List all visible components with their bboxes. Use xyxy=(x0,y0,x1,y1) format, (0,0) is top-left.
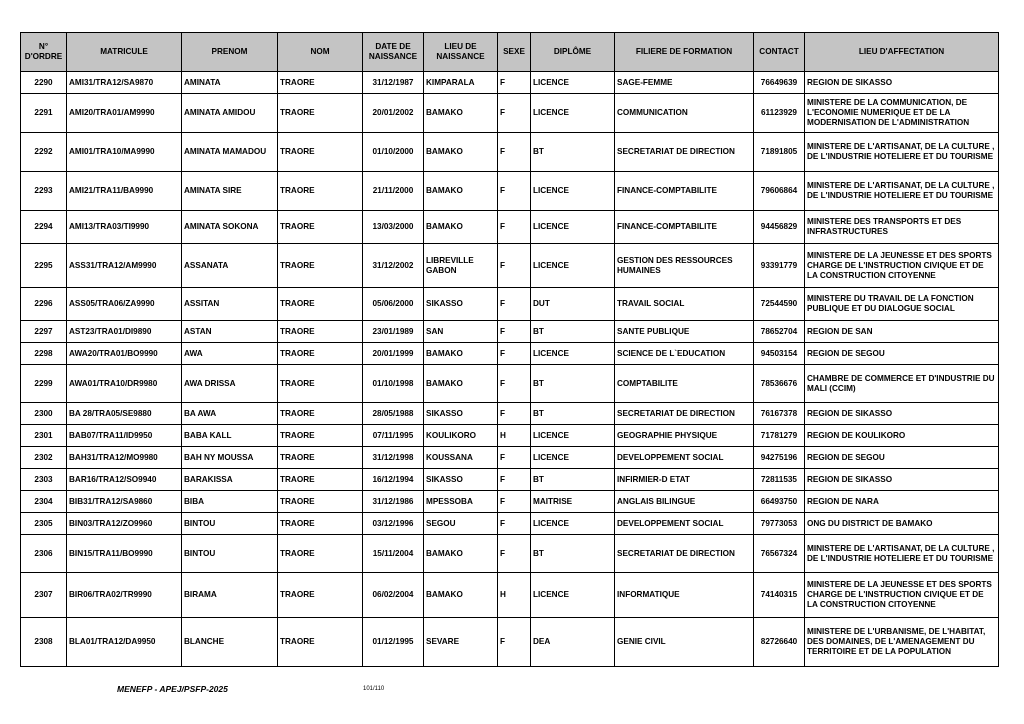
cell-affectation: MINISTERE DE L'ARTISANAT, DE LA CULTURE , DE L'INDUSTRIE HOTELIERE ET DU TOURISME xyxy=(805,535,999,573)
cell-sexe: H xyxy=(498,573,531,618)
cell-contact: 82726640 xyxy=(754,618,805,667)
cell-nom: TRAORE xyxy=(278,72,363,94)
table-row xyxy=(21,618,999,667)
cell-diplome: BT xyxy=(531,365,615,403)
cell-affectation: MINISTERE DE L'ARTISANAT, DE LA CULTURE , DE L'INDUSTRIE HOTELIERE ET DU TOURISME xyxy=(805,172,999,211)
cell-sexe: H xyxy=(498,425,531,447)
cell-matricule: ASS05/TRA06/ZA9990 xyxy=(67,288,182,321)
cell-contact: 93391779 xyxy=(754,244,805,288)
table-row xyxy=(21,72,999,94)
cell-sexe: F xyxy=(498,491,531,513)
cell-ordre: 2299 xyxy=(21,365,67,403)
cell-filiere: COMPTABILITE xyxy=(615,365,754,403)
cell-filiere: COMMUNICATION xyxy=(615,94,754,133)
cell-filiere: INFIRMIER-D ETAT xyxy=(615,469,754,491)
cell-date-naissance: 31/12/1987 xyxy=(363,72,424,94)
cell-lieu-naissance: KOUSSANA xyxy=(424,447,498,469)
cell-diplome: BT xyxy=(531,403,615,425)
cell-date-naissance: 31/12/2002 xyxy=(363,244,424,288)
col-header-prenom: PRENOM xyxy=(182,33,278,72)
cell-matricule: AWA20/TRA01/BO9990 xyxy=(67,343,182,365)
col-header-sexe: SEXE xyxy=(498,33,531,72)
cell-affectation: REGION DE SEGOU xyxy=(805,447,999,469)
cell-lieu-naissance: SAN xyxy=(424,321,498,343)
cell-contact: 76567324 xyxy=(754,535,805,573)
cell-lieu-naissance: LIBREVILLE GABON xyxy=(424,244,498,288)
table-row xyxy=(21,447,999,469)
cell-diplome: LICENCE xyxy=(531,172,615,211)
cell-date-naissance: 21/11/2000 xyxy=(363,172,424,211)
cell-lieu-naissance: BAMAKO xyxy=(424,535,498,573)
cell-sexe: F xyxy=(498,94,531,133)
cell-sexe: F xyxy=(498,72,531,94)
cell-lieu-naissance: BAMAKO xyxy=(424,365,498,403)
cell-date-naissance: 01/12/1995 xyxy=(363,618,424,667)
cell-diplome: BT xyxy=(531,469,615,491)
cell-matricule: AMI01/TRA10/MA9990 xyxy=(67,133,182,172)
cell-lieu-naissance: SIKASSO xyxy=(424,288,498,321)
cell-matricule: BIR06/TRA02/TR9990 xyxy=(67,573,182,618)
cell-ordre: 2296 xyxy=(21,288,67,321)
cell-affectation: REGION DE SEGOU xyxy=(805,343,999,365)
cell-prenom: BLANCHE xyxy=(182,618,278,667)
cell-matricule: AST23/TRA01/DI9890 xyxy=(67,321,182,343)
cell-sexe: F xyxy=(498,513,531,535)
cell-lieu-naissance: KIMPARALA xyxy=(424,72,498,94)
table-row xyxy=(21,343,999,365)
cell-prenom: AWA xyxy=(182,343,278,365)
cell-lieu-naissance: SEGOU xyxy=(424,513,498,535)
cell-diplome: LICENCE xyxy=(531,72,615,94)
cell-date-naissance: 16/12/1994 xyxy=(363,469,424,491)
cell-sexe: F xyxy=(498,365,531,403)
cell-ordre: 2298 xyxy=(21,343,67,365)
cell-filiere: GENIE CIVIL xyxy=(615,618,754,667)
cell-affectation: MINISTERE DU TRAVAIL DE LA FONCTION PUBLIQUE ET DU DIALOGUE SOCIAL xyxy=(805,288,999,321)
cell-affectation: CHAMBRE DE COMMERCE ET D'INDUSTRIE DU MALI (CCIM) xyxy=(805,365,999,403)
cell-contact: 61123929 xyxy=(754,94,805,133)
cell-nom: TRAORE xyxy=(278,211,363,244)
cell-affectation: REGION DE SIKASSO xyxy=(805,72,999,94)
cell-filiere: GESTION DES RESSOURCES HUMAINES xyxy=(615,244,754,288)
cell-date-naissance: 31/12/1986 xyxy=(363,491,424,513)
cell-diplome: LICENCE xyxy=(531,573,615,618)
cell-date-naissance: 06/02/2004 xyxy=(363,573,424,618)
cell-contact: 72811535 xyxy=(754,469,805,491)
cell-prenom: BAH NY MOUSSA xyxy=(182,447,278,469)
footer-reference: MENEFP - APEJ/PSFP-2025 xyxy=(117,684,228,694)
cell-contact: 94456829 xyxy=(754,211,805,244)
col-header-lieu-naissance: LIEU DE NAISSANCE xyxy=(424,33,498,72)
cell-ordre: 2303 xyxy=(21,469,67,491)
cell-ordre: 2292 xyxy=(21,133,67,172)
cell-filiere: SAGE-FEMME xyxy=(615,72,754,94)
cell-ordre: 2304 xyxy=(21,491,67,513)
cell-filiere: DEVELOPPEMENT SOCIAL xyxy=(615,513,754,535)
cell-date-naissance: 01/10/1998 xyxy=(363,365,424,403)
cell-prenom: BIBA xyxy=(182,491,278,513)
cell-date-naissance: 31/12/1998 xyxy=(363,447,424,469)
cell-date-naissance: 23/01/1989 xyxy=(363,321,424,343)
cell-affectation: MINISTERE DE LA JEUNESSE ET DES SPORTS CHARGE DE L'INSTRUCTION CIVIQUE ET DE LA CONSTRUCTION CITOYENNE xyxy=(805,244,999,288)
cell-prenom: BINTOU xyxy=(182,513,278,535)
table-row xyxy=(21,491,999,513)
cell-diplome: BT xyxy=(531,133,615,172)
cell-ordre: 2307 xyxy=(21,573,67,618)
table-row xyxy=(21,365,999,403)
cell-filiere: SECRETARIAT DE DIRECTION xyxy=(615,133,754,172)
cell-prenom: AMINATA SIRE xyxy=(182,172,278,211)
cell-sexe: F xyxy=(498,288,531,321)
cell-ordre: 2308 xyxy=(21,618,67,667)
table-row xyxy=(21,321,999,343)
table-row xyxy=(21,94,999,133)
cell-ordre: 2302 xyxy=(21,447,67,469)
cell-date-naissance: 20/01/1999 xyxy=(363,343,424,365)
cell-contact: 76649639 xyxy=(754,72,805,94)
cell-matricule: BAB07/TRA11/ID9950 xyxy=(67,425,182,447)
cell-lieu-naissance: BAMAKO xyxy=(424,172,498,211)
cell-nom: TRAORE xyxy=(278,288,363,321)
cell-affectation: REGION DE SAN xyxy=(805,321,999,343)
cell-ordre: 2297 xyxy=(21,321,67,343)
col-header-contact: CONTACT xyxy=(754,33,805,72)
cell-diplome: LICENCE xyxy=(531,211,615,244)
cell-date-naissance: 03/12/1996 xyxy=(363,513,424,535)
cell-affectation: MINISTERE DE LA COMMUNICATION, DE L'ECONOMIE NUMERIQUE ET DE LA MODERNISATION DE L'ADMINISTRATION xyxy=(805,94,999,133)
cell-sexe: F xyxy=(498,172,531,211)
table-body xyxy=(21,72,999,667)
cell-diplome: DUT xyxy=(531,288,615,321)
table-row xyxy=(21,513,999,535)
cell-ordre: 2306 xyxy=(21,535,67,573)
cell-diplome: LICENCE xyxy=(531,513,615,535)
cell-filiere: GEOGRAPHIE PHYSIQUE xyxy=(615,425,754,447)
cell-filiere: INFORMATIQUE xyxy=(615,573,754,618)
cell-prenom: ASSANATA xyxy=(182,244,278,288)
cell-affectation: REGION DE SIKASSO xyxy=(805,403,999,425)
cell-nom: TRAORE xyxy=(278,94,363,133)
cell-date-naissance: 28/05/1988 xyxy=(363,403,424,425)
cell-matricule: AMI21/TRA11/BA9990 xyxy=(67,172,182,211)
cell-contact: 72544590 xyxy=(754,288,805,321)
cell-lieu-naissance: SIKASSO xyxy=(424,403,498,425)
cell-contact: 71781279 xyxy=(754,425,805,447)
cell-nom: TRAORE xyxy=(278,491,363,513)
cell-nom: TRAORE xyxy=(278,573,363,618)
cell-prenom: BINTOU xyxy=(182,535,278,573)
col-header-affectation: LIEU D'AFFECTATION xyxy=(805,33,999,72)
cell-matricule: BA 28/TRA05/SE9880 xyxy=(67,403,182,425)
table-row xyxy=(21,469,999,491)
cell-contact: 94275196 xyxy=(754,447,805,469)
cell-date-naissance: 13/03/2000 xyxy=(363,211,424,244)
cell-ordre: 2295 xyxy=(21,244,67,288)
cell-sexe: F xyxy=(498,211,531,244)
cell-filiere: SECRETARIAT DE DIRECTION xyxy=(615,535,754,573)
cell-sexe: F xyxy=(498,343,531,365)
cell-affectation: MINISTERE DES TRANSPORTS ET DES INFRASTRUCTURES xyxy=(805,211,999,244)
col-header-diplome: DIPLÔME xyxy=(531,33,615,72)
col-header-date-naissance: DATE DE NAISSANCE xyxy=(363,33,424,72)
cell-nom: TRAORE xyxy=(278,535,363,573)
cell-affectation: REGION DE KOULIKORO xyxy=(805,425,999,447)
cell-sexe: F xyxy=(498,403,531,425)
cell-nom: TRAORE xyxy=(278,403,363,425)
cell-sexe: F xyxy=(498,244,531,288)
cell-prenom: BARAKISSA xyxy=(182,469,278,491)
cell-prenom: AMINATA xyxy=(182,72,278,94)
cell-sexe: F xyxy=(498,535,531,573)
cell-prenom: AWA DRISSA xyxy=(182,365,278,403)
table-row xyxy=(21,288,999,321)
cell-diplome: LICENCE xyxy=(531,244,615,288)
cell-matricule: BIB31/TRA12/SA9860 xyxy=(67,491,182,513)
cell-filiere: ANGLAIS BILINGUE xyxy=(615,491,754,513)
page-number: 101/110 xyxy=(363,686,385,692)
cell-nom: TRAORE xyxy=(278,425,363,447)
cell-matricule: BAH31/TRA12/MO9980 xyxy=(67,447,182,469)
cell-lieu-naissance: MPESSOBA xyxy=(424,491,498,513)
cell-nom: TRAORE xyxy=(278,618,363,667)
cell-diplome: DEA xyxy=(531,618,615,667)
cell-lieu-naissance: BAMAKO xyxy=(424,94,498,133)
table-row xyxy=(21,211,999,244)
cell-matricule: AWA01/TRA10/DR9980 xyxy=(67,365,182,403)
cell-lieu-naissance: KOULIKORO xyxy=(424,425,498,447)
cell-lieu-naissance: SEVARE xyxy=(424,618,498,667)
cell-diplome: LICENCE xyxy=(531,447,615,469)
cell-prenom: ASSITAN xyxy=(182,288,278,321)
cell-filiere: TRAVAIL SOCIAL xyxy=(615,288,754,321)
table-row xyxy=(21,403,999,425)
cell-sexe: F xyxy=(498,321,531,343)
cell-contact: 78536676 xyxy=(754,365,805,403)
cell-lieu-naissance: BAMAKO xyxy=(424,343,498,365)
table-row xyxy=(21,133,999,172)
cell-matricule: BLA01/TRA12/DA9950 xyxy=(67,618,182,667)
cell-filiere: FINANCE-COMPTABILITE xyxy=(615,211,754,244)
roster-table xyxy=(20,32,999,667)
cell-contact: 76167378 xyxy=(754,403,805,425)
cell-filiere: SANTE PUBLIQUE xyxy=(615,321,754,343)
cell-diplome: BT xyxy=(531,321,615,343)
cell-filiere: FINANCE-COMPTABILITE xyxy=(615,172,754,211)
cell-date-naissance: 15/11/2004 xyxy=(363,535,424,573)
cell-prenom: AMINATA MAMADOU xyxy=(182,133,278,172)
cell-ordre: 2294 xyxy=(21,211,67,244)
cell-affectation: REGION DE NARA xyxy=(805,491,999,513)
cell-diplome: LICENCE xyxy=(531,425,615,447)
cell-contact: 74140315 xyxy=(754,573,805,618)
cell-nom: TRAORE xyxy=(278,513,363,535)
col-header-ordre: N° D'ORDRE xyxy=(21,33,67,72)
cell-contact: 66493750 xyxy=(754,491,805,513)
cell-ordre: 2300 xyxy=(21,403,67,425)
table-row xyxy=(21,535,999,573)
cell-prenom: BIRAMA xyxy=(182,573,278,618)
cell-nom: TRAORE xyxy=(278,321,363,343)
cell-date-naissance: 07/11/1995 xyxy=(363,425,424,447)
cell-prenom: BA AWA xyxy=(182,403,278,425)
cell-ordre: 2293 xyxy=(21,172,67,211)
cell-ordre: 2291 xyxy=(21,94,67,133)
cell-matricule: AMI20/TRA01/AM9990 xyxy=(67,94,182,133)
cell-matricule: AMI13/TRA03/TI9990 xyxy=(67,211,182,244)
cell-contact: 94503154 xyxy=(754,343,805,365)
cell-nom: TRAORE xyxy=(278,447,363,469)
cell-matricule: BAR16/TRA12/SO9940 xyxy=(67,469,182,491)
cell-matricule: ASS31/TRA12/AM9990 xyxy=(67,244,182,288)
cell-contact: 71891805 xyxy=(754,133,805,172)
cell-ordre: 2301 xyxy=(21,425,67,447)
cell-filiere: SECRETARIAT DE DIRECTION xyxy=(615,403,754,425)
table-row xyxy=(21,244,999,288)
cell-prenom: BABA KALL xyxy=(182,425,278,447)
cell-lieu-naissance: BAMAKO xyxy=(424,211,498,244)
col-header-nom: NOM xyxy=(278,33,363,72)
cell-date-naissance: 05/06/2000 xyxy=(363,288,424,321)
cell-nom: TRAORE xyxy=(278,343,363,365)
cell-sexe: F xyxy=(498,469,531,491)
cell-prenom: AMINATA SOKONA xyxy=(182,211,278,244)
cell-prenom: ASTAN xyxy=(182,321,278,343)
cell-date-naissance: 20/01/2002 xyxy=(363,94,424,133)
cell-affectation: ONG DU DISTRICT DE BAMAKO xyxy=(805,513,999,535)
table-row xyxy=(21,573,999,618)
cell-filiere: SCIENCE DE L`EDUCATION xyxy=(615,343,754,365)
cell-sexe: F xyxy=(498,447,531,469)
cell-sexe: F xyxy=(498,618,531,667)
cell-affectation: MINISTERE DE L'ARTISANAT, DE LA CULTURE , DE L'INDUSTRIE HOTELIERE ET DU TOURISME xyxy=(805,133,999,172)
cell-nom: TRAORE xyxy=(278,133,363,172)
cell-nom: TRAORE xyxy=(278,172,363,211)
cell-contact: 78652704 xyxy=(754,321,805,343)
cell-prenom: AMINATA AMIDOU xyxy=(182,94,278,133)
cell-lieu-naissance: BAMAKO xyxy=(424,133,498,172)
cell-matricule: BIN03/TRA12/ZO9960 xyxy=(67,513,182,535)
cell-diplome: LICENCE xyxy=(531,343,615,365)
header-row xyxy=(21,33,999,72)
cell-contact: 79606864 xyxy=(754,172,805,211)
table-row xyxy=(21,172,999,211)
cell-contact: 79773053 xyxy=(754,513,805,535)
col-header-matricule: MATRICULE xyxy=(67,33,182,72)
table-row xyxy=(21,425,999,447)
cell-matricule: BIN15/TRA11/BO9990 xyxy=(67,535,182,573)
cell-lieu-naissance: SIKASSO xyxy=(424,469,498,491)
cell-ordre: 2290 xyxy=(21,72,67,94)
col-header-filiere: FILIERE DE FORMATION xyxy=(615,33,754,72)
cell-filiere: DEVELOPPEMENT SOCIAL xyxy=(615,447,754,469)
cell-diplome: BT xyxy=(531,535,615,573)
cell-nom: TRAORE xyxy=(278,365,363,403)
cell-sexe: F xyxy=(498,133,531,172)
cell-nom: TRAORE xyxy=(278,469,363,491)
cell-date-naissance: 01/10/2000 xyxy=(363,133,424,172)
cell-ordre: 2305 xyxy=(21,513,67,535)
cell-diplome: LICENCE xyxy=(531,94,615,133)
cell-affectation: MINISTERE DE LA JEUNESSE ET DES SPORTS CHARGE DE L'INSTRUCTION CIVIQUE ET DE LA CONSTRUCTION CITOYENNE xyxy=(805,573,999,618)
cell-affectation: MINISTERE DE L'URBANISME, DE L'HABITAT, DES DOMAINES, DE L'AMENAGEMENT DU TERRITOIRE ET DE LA POPULATION xyxy=(805,618,999,667)
cell-affectation: REGION DE SIKASSO xyxy=(805,469,999,491)
cell-lieu-naissance: BAMAKO xyxy=(424,573,498,618)
cell-nom: TRAORE xyxy=(278,244,363,288)
cell-matricule: AMI31/TRA12/SA9870 xyxy=(67,72,182,94)
cell-diplome: MAITRISE xyxy=(531,491,615,513)
